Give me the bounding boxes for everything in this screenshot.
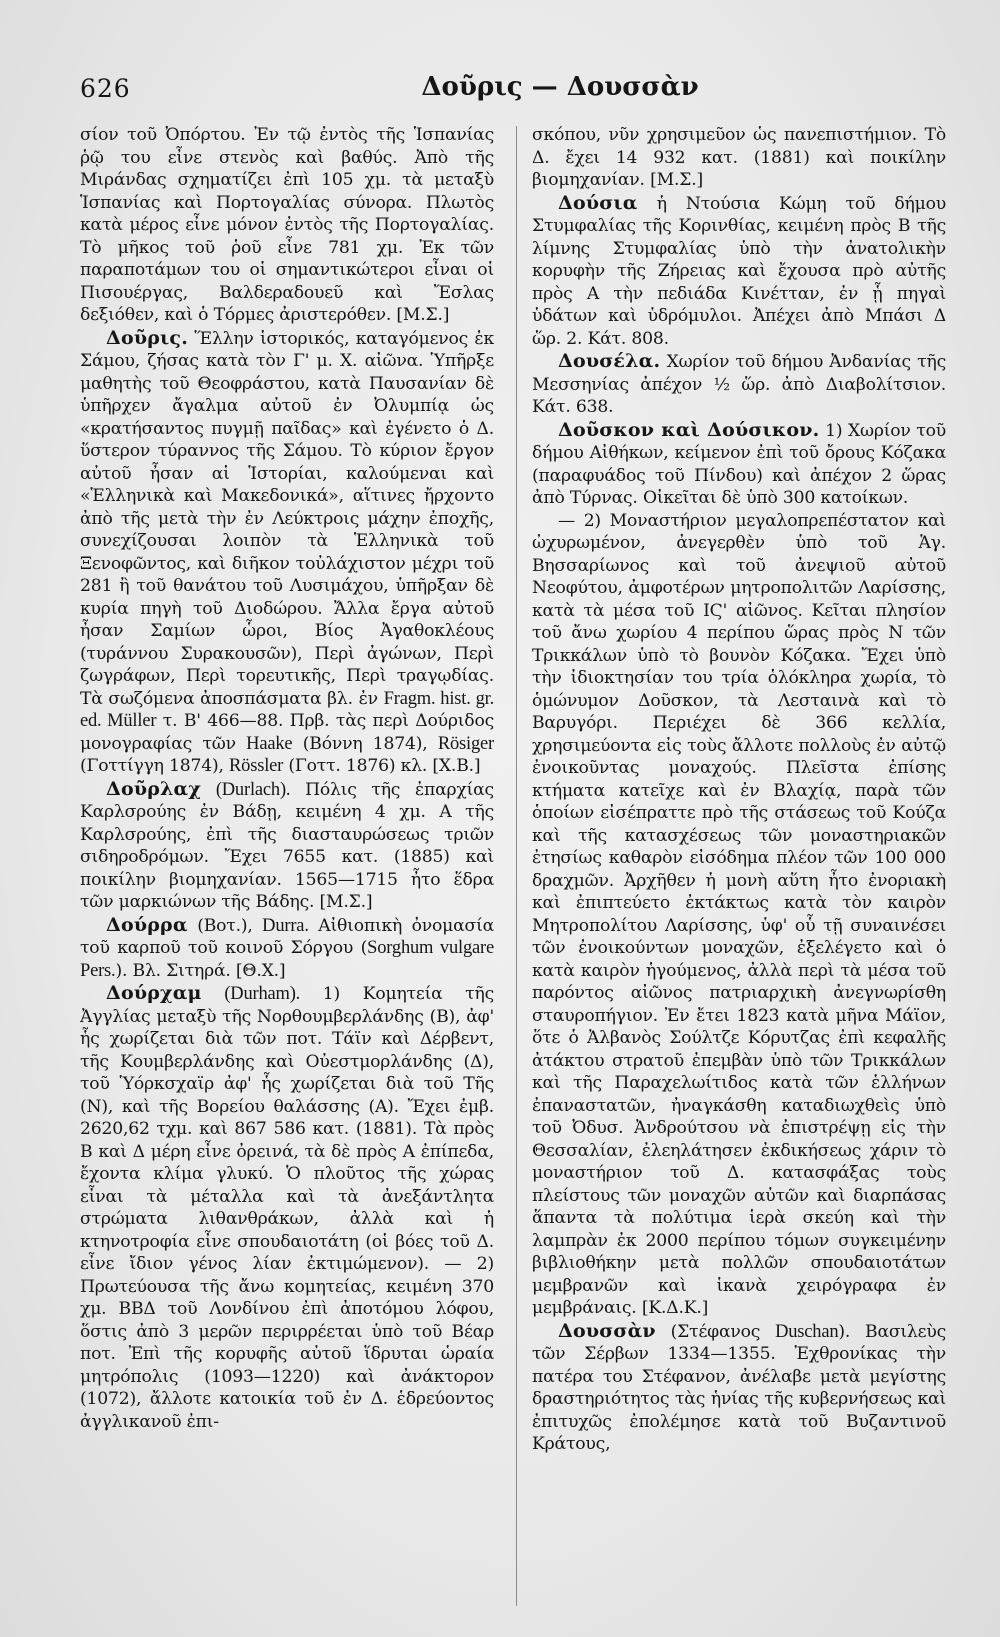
entry-text: (Βοτ.), <box>197 915 253 936</box>
entry-text: ἡ Ντούσια Κώμη τοῦ δήμου Στυμφαλίας τῆς Κορινθίας, κειμένη πρὸς Β τῆς λίμνης Στυμφαλίας ὑπὸ τὴν ἀνατολικὴν κορυφὴν τῆς Ζήρειας καὶ ἔχουσα πρὸ αὐτῆς πρὸς Α τὴν πεδιάδα Κινέτταν, ἐν ᾗ πηγαὶ ὑδάτων καὶ ὑδρόμυλοι. Ἀπέχει ἀπὸ Μπάσι Δ ὥρ. 2. Κάτ. 808. <box>532 193 946 349</box>
entry-durlach <box>80 778 494 914</box>
entry-douselа <box>532 350 946 419</box>
entry-text: Ἕλλην ἱστορικός, καταγόμενος ἐκ Σάμου, ζήσας κατὰ τὸν Γ' μ. Χ. αἰῶνα. Ὑπῆρξε μαθητὴς τοῦ Θεοφράστου, κατὰ Παυσανίαν δὲ ὑπῆρχεν ἄγαλμα αὐτοῦ ἐν Ὀλυμπίᾳ ὡς «κρατήσαντος πυγμῇ παῖδας» καὶ ἐγένετο ὁ Δ. ὕστερον τύραννος τῆς Σάμου. Τὸ κύριον ἔργον αὐτοῦ ἦσαν αἱ Ἱστορίαι, καλούμεναι καὶ «Ἑλληνικὰ καὶ Μακεδονικά», αἵτινες ἤρχοντο ἀπὸ τῆς μετὰ τὴν ἐν Λεύκτροις μάχην ἐποχῆς, συνεχίζουσαι λοιπὸν τὰ Ἑλληνικὰ τοῦ Ξενοφῶντος, καὶ διῆκον τοὐλάχιστον μέχρι τοῦ 281 ἢ τοῦ θανάτου τοῦ Λυσιμάχου, ὑπῆρξαν δὲ κυρία πηγὴ τοῦ Διοδώρου. Ἄλλα ἔργα αὐτοῦ ἦσαν Σαμίων ὧροι, Βίος Ἀγαθοκλέους (τυράννου Συρακουσῶν), Περὶ ἀγώνων, Περὶ ζωγράφων, Περὶ τορευτικῆς, Περὶ τραγῳδίας. Τὰ σωζόμενα ἀποσπάσματα βλ. ἐν <box>80 328 494 709</box>
latin-name: (Durlach). <box>215 779 291 800</box>
entry-text: (Βόννη 1874), <box>302 733 428 754</box>
entry-text: Χωρίον τοῦ δήμου Ἀνδανίας τῆς Μεσσηνίας ἀπέχον ½ ὥρ. ἀπὸ Διαβολίτσιον. Κάτ. 638. <box>532 352 946 417</box>
entry-text: 1) Κομητεία τῆς Ἀγγλίας μεταξὺ τῆς Νορθουμβερλάνδης (Β), ἀφ' ἧς χωρίζεται διὰ τῶν ποτ. Τάϊν καὶ Δέρβεντ, τῆς Κουμβερλάνδης καὶ Οὐεστμορλάνδης (Δ), τοῦ Ὑόρκσχαϊρ ἀφ' ἧς χωρίζεται διὰ τοῦ Τῆς (Ν), καὶ τῆς Βορείου θαλάσσης (Α). Ἔχει ἐμβ. 2620,62 τχμ. καὶ 867 586 κατ. (1881). Τὰ πρὸς Β καὶ Δ μέρη εἶνε ὀρεινά, τὰ δὲ πρὸς Α ἐπίπεδα, ἔχοντα κλίμα γλυκύ. Ὁ πλοῦτος τῆς χώρας εἶναι τὰ μέταλλα καὶ τὰ ἀνεξάντλητα στρώματα λιθανθράκων, ἀλλὰ καὶ ἡ κτηνοτροφία εἶνε σπουδαιοτάτη (οἱ βόες τοῦ Δ. εἶνε ἴδιον γένος λίαν ἐκτιμώμενον). — 2) Πρωτεύουσα τῆς ἄνω κομητείας, κειμένη 370 χμ. ΒΒΔ τοῦ Λονδίνου ἐπὶ ἀποτόμου λόφου, ὅστις ἀπὸ 3 μερῶν περιρρέεται ὑπὸ τοῦ Βέαρ ποτ. Ἐπὶ τῆς κορυφῆς αὐτοῦ ἵδρυται ὡραία μητρόπολις (1093—1220) καὶ ἀνάκτορον (1072), ἄλλοτε κατοικία τοῦ ἐν Δ. ἑδρεύοντος ἀγγλικανοῦ ἐπι- <box>80 984 494 1432</box>
entry-doussan <box>532 1320 946 1456</box>
entry-douskon-monastery <box>532 510 946 1320</box>
latin-name: Sorghum vulgare Pers. <box>80 938 494 981</box>
running-title: Δοῦρις — Δουσσὰν <box>421 72 699 102</box>
author-name: Rössler <box>229 756 284 776</box>
entry-dousia <box>532 192 946 351</box>
author-name: Rösiger <box>437 733 494 754</box>
entry-continuation-durham <box>532 124 946 192</box>
entry-text: ). Βασιλεὺς τῶν Σέρβων 1334—1355. Ἐχθρονίκας τὴν πατέρα του Στέφανον, ἀνέλαβε μετὰ μεγίστης δραστηριότητος τὰς ἡνίας τῆς κυβερνήσεως καὶ ἐπιτυχῶς ἐπολέμησε κατὰ τοῦ Βυζαντινοῦ Κράτους, <box>532 1321 946 1454</box>
author-name: Haake <box>246 733 293 754</box>
latin-name: Durra. <box>262 915 309 936</box>
entry-text: (Στέφανος <box>670 1321 761 1342</box>
entry-douris <box>80 327 494 778</box>
entry-heading-douris: Δοῦρις. <box>106 326 189 349</box>
left-column <box>80 124 494 1614</box>
entry-heading-douskon: Δοῦσκον καὶ Δούσικον. <box>558 418 820 441</box>
entry-text: τ. Β' 466—88. Πρβ. τὰς περὶ Δούριδος μονογραφίας τῶν <box>80 711 494 754</box>
entry-text: — 2) Μοναστήριον μεγαλοπρεπέστατον καὶ ὠχυρωμένον, ἀνεγερθὲν ὑπὸ τοῦ Ἁγ. Βησσαρίωνος καὶ τοῦ ἀνεψιοῦ αὐτοῦ Νεοφύτου, ἀμφοτέρων μητροπολιτῶν Λαρίσσης, κατὰ τὰ μέσα τοῦ ΙϚ' αἰῶνος. Κεῖται πλησίον τοῦ ἄνω χωρίου 4 περίπου ὥρας πρὸς Ν τῶν Τρικκάλων ὑπὸ τὸ βουνὸν Κόζακα. Ἔχει ὑπὸ τὴν ἰδιοκτησίαν του τρία ὁλόκληρα χωρία, τὸ ὁμώνυμον Δοῦσκον, τὰ Λεσταινὰ καὶ τὸ Βαρυγόρι. Περιέχει δὲ 366 κελλία, χρησιμεύοντα εἰς τοὺς ἄλλοτε πολλοὺς ἐν αὐτῷ ἐνοικοῦντας μοναχούς. Πλεῖστα ἐπίσης κτήματα κατεῖχε καὶ ἐν Βλαχίᾳ, παρὰ τῶν ὁποίων εἰσέπραττε πρὸ τῆς στάσεως τοῦ Κούζα καὶ τῆς κατασχέσεως τῶν μοναστηριακῶν ἐτησίως καθαρὸν εἰσόδημα πλέον τῶν 100 000 δραχμῶν. Ἀρχῆθεν ἡ μονὴ αὕτη ἦτο ἐνοριακὴ καὶ ἐπιπτεύετο ἐκτάκτως κατὰ τὸν καιρὸν Μητροπολίτου Λαρίσσης, ὑφ' οὗ τῇ συναινέσει τῶν ἐνοικούντων μοναχῶν, ἐξελέγετο καὶ ὁ κατὰ καιρὸν ἡγούμενος, ἀλλὰ περὶ τὰ μέσα τοῦ παρόντος αἰῶνος πατριαρχικὴ ἀνεγνωρίσθη σταυροπήγιον. Ἐν ἔτει 1823 κατὰ μῆνα Μάϊον, ὅτε ὁ Ἀλβανὸς Σούλτζε Κόρυτζας ἐπὶ κεφαλῆς ἀτάκτου στρατοῦ ἐπεμβὰν ὑπὸ τῶν Τρικκάλων καὶ τῆς Παραχελωίτιδος κατὰ τῶν ἑλλήνων ἐπαναστατῶν, ἠναγκάσθη καταδιωχθεὶς ὑπὸ τοῦ Ὀδυσ. Ἀνδρούτσου νὰ ἐπιστρέψῃ εἰς τὴν Θεσσαλίαν, ἐλεηλάτησεν ἐκδικήσεως χάριν τὸ μοναστήριον τοῦ Δ. κατασφάξας τοὺς πλείστους τῶν μοναχῶν αὐτῶν καὶ διαρπάσας ἅπαντα τὰ πολύτιμα ἱερὰ σκεύη καὶ τὴν λαμπρὰν ἐκ 2000 περίπου τόμων συγκειμένην βιβλιοθήκην μετὰ πολλῶν σπουδαιοτάτων μεμβρανῶν καὶ ἱκανὰ χειρόγραφα ἐν μεμβράναις. [Κ.Δ.Κ.] <box>532 510 946 1318</box>
entry-text: Αἰθιοπικὴ ὀνομασία τοῦ καρποῦ τοῦ κοινοῦ Σόργου ( <box>80 915 494 958</box>
entry-text: (Γοττ. 1876) κλ. [Χ.Β.] <box>288 756 481 776</box>
entry-heading-dousia: Δούσια <box>558 191 638 214</box>
entry-text: σκόπου, νῦν χρησιμεῦον ὡς πανεπιστήμιον. Τὸ Δ. ἔχει 14 932 κατ. (1881) καὶ ποικίλην βιομηχανίαν. [Μ.Σ.] <box>532 125 946 190</box>
entry-heading-dousela: Δουσέλα. <box>558 350 661 372</box>
entry-text: σίον τοῦ Ὀπόρτου. Ἐν τῷ ἐντὸς τῆς Ἱσπανίας ῥῷ του εἶνε στενὸς καὶ βαθύς. Ἀπὸ τῆς Μιράνδας σχηματίζει ἐπὶ 105 χμ. τὰ μεταξὺ Ἱσπανίας καὶ Πορτογαλίας σύνορα. Πλωτὸς κατὰ μέρος εἶνε μόνον ἐντὸς τῆς Πορτογαλίας. Τὸ μῆκος τοῦ ῥοῦ εἶνε 781 χμ. Ἐκ τῶν παραποτάμων του οἱ σημαντικώτεροι εἶναι οἱ Πισουέργας, Βαλδεραδουεῦ καὶ Ἔσλας δεξιόθεν, καὶ ὁ Τόρμες ἀριστερόθεν. [Μ.Σ.] <box>80 125 494 325</box>
latin-name: Duschan <box>775 1321 839 1342</box>
latin-name: (Durham). <box>224 984 301 1004</box>
entry-heading-durra: Δούρρα <box>106 913 188 936</box>
entry-continuation-douros-river <box>80 124 494 327</box>
latin-citation: Fragm. hist. gr. ed. Müller <box>80 688 494 731</box>
entry-durham <box>80 982 494 1433</box>
entry-heading-durham: Δούρχαμ <box>106 982 202 1004</box>
entry-text: (Γοττίγγη 1874), <box>80 756 224 776</box>
entry-text: Πόλις τῆς ἐπαρχίας Καρλσρούης ἐν Βάδῃ, κειμένη 4 χμ. Α τῆς Καρλσρούης, ἐπὶ τῆς διασταυρώσεως τριῶν σιδηροδρόμων. Ἔχει 7655 κατ. (1885) καὶ ποικίλην βιομηχανίαν. 1565—1715 ἦτο ἕδρα τῶν μαρκιώνων τῆς Βάδης. [Μ.Σ.] <box>80 779 494 912</box>
entry-douskon <box>532 419 946 510</box>
page-number: 626 <box>80 74 131 103</box>
entry-text: ). Βλ. Σιτηρά. [Θ.Χ.] <box>115 960 286 981</box>
column-divider <box>516 126 517 1606</box>
page-header <box>80 68 970 108</box>
entry-text: 1) Χωρίον τοῦ δήμου Αἰθήκων, κείμενον ἐπὶ τοῦ ὄρους Κόζακα (παραφυάδος τοῦ Πίνδου) καὶ ἀπέχον 2 ὥρας ἀπὸ Τύρνας. Οἰκεῖται δὲ ὑπὸ 300 κατοίκων. <box>532 420 946 508</box>
entry-durra <box>80 914 494 983</box>
entry-heading-doussan: Δουσσὰν <box>558 1319 656 1342</box>
entry-heading-durlach: Δοῦρλαχ <box>106 777 202 800</box>
right-column <box>532 124 946 1614</box>
